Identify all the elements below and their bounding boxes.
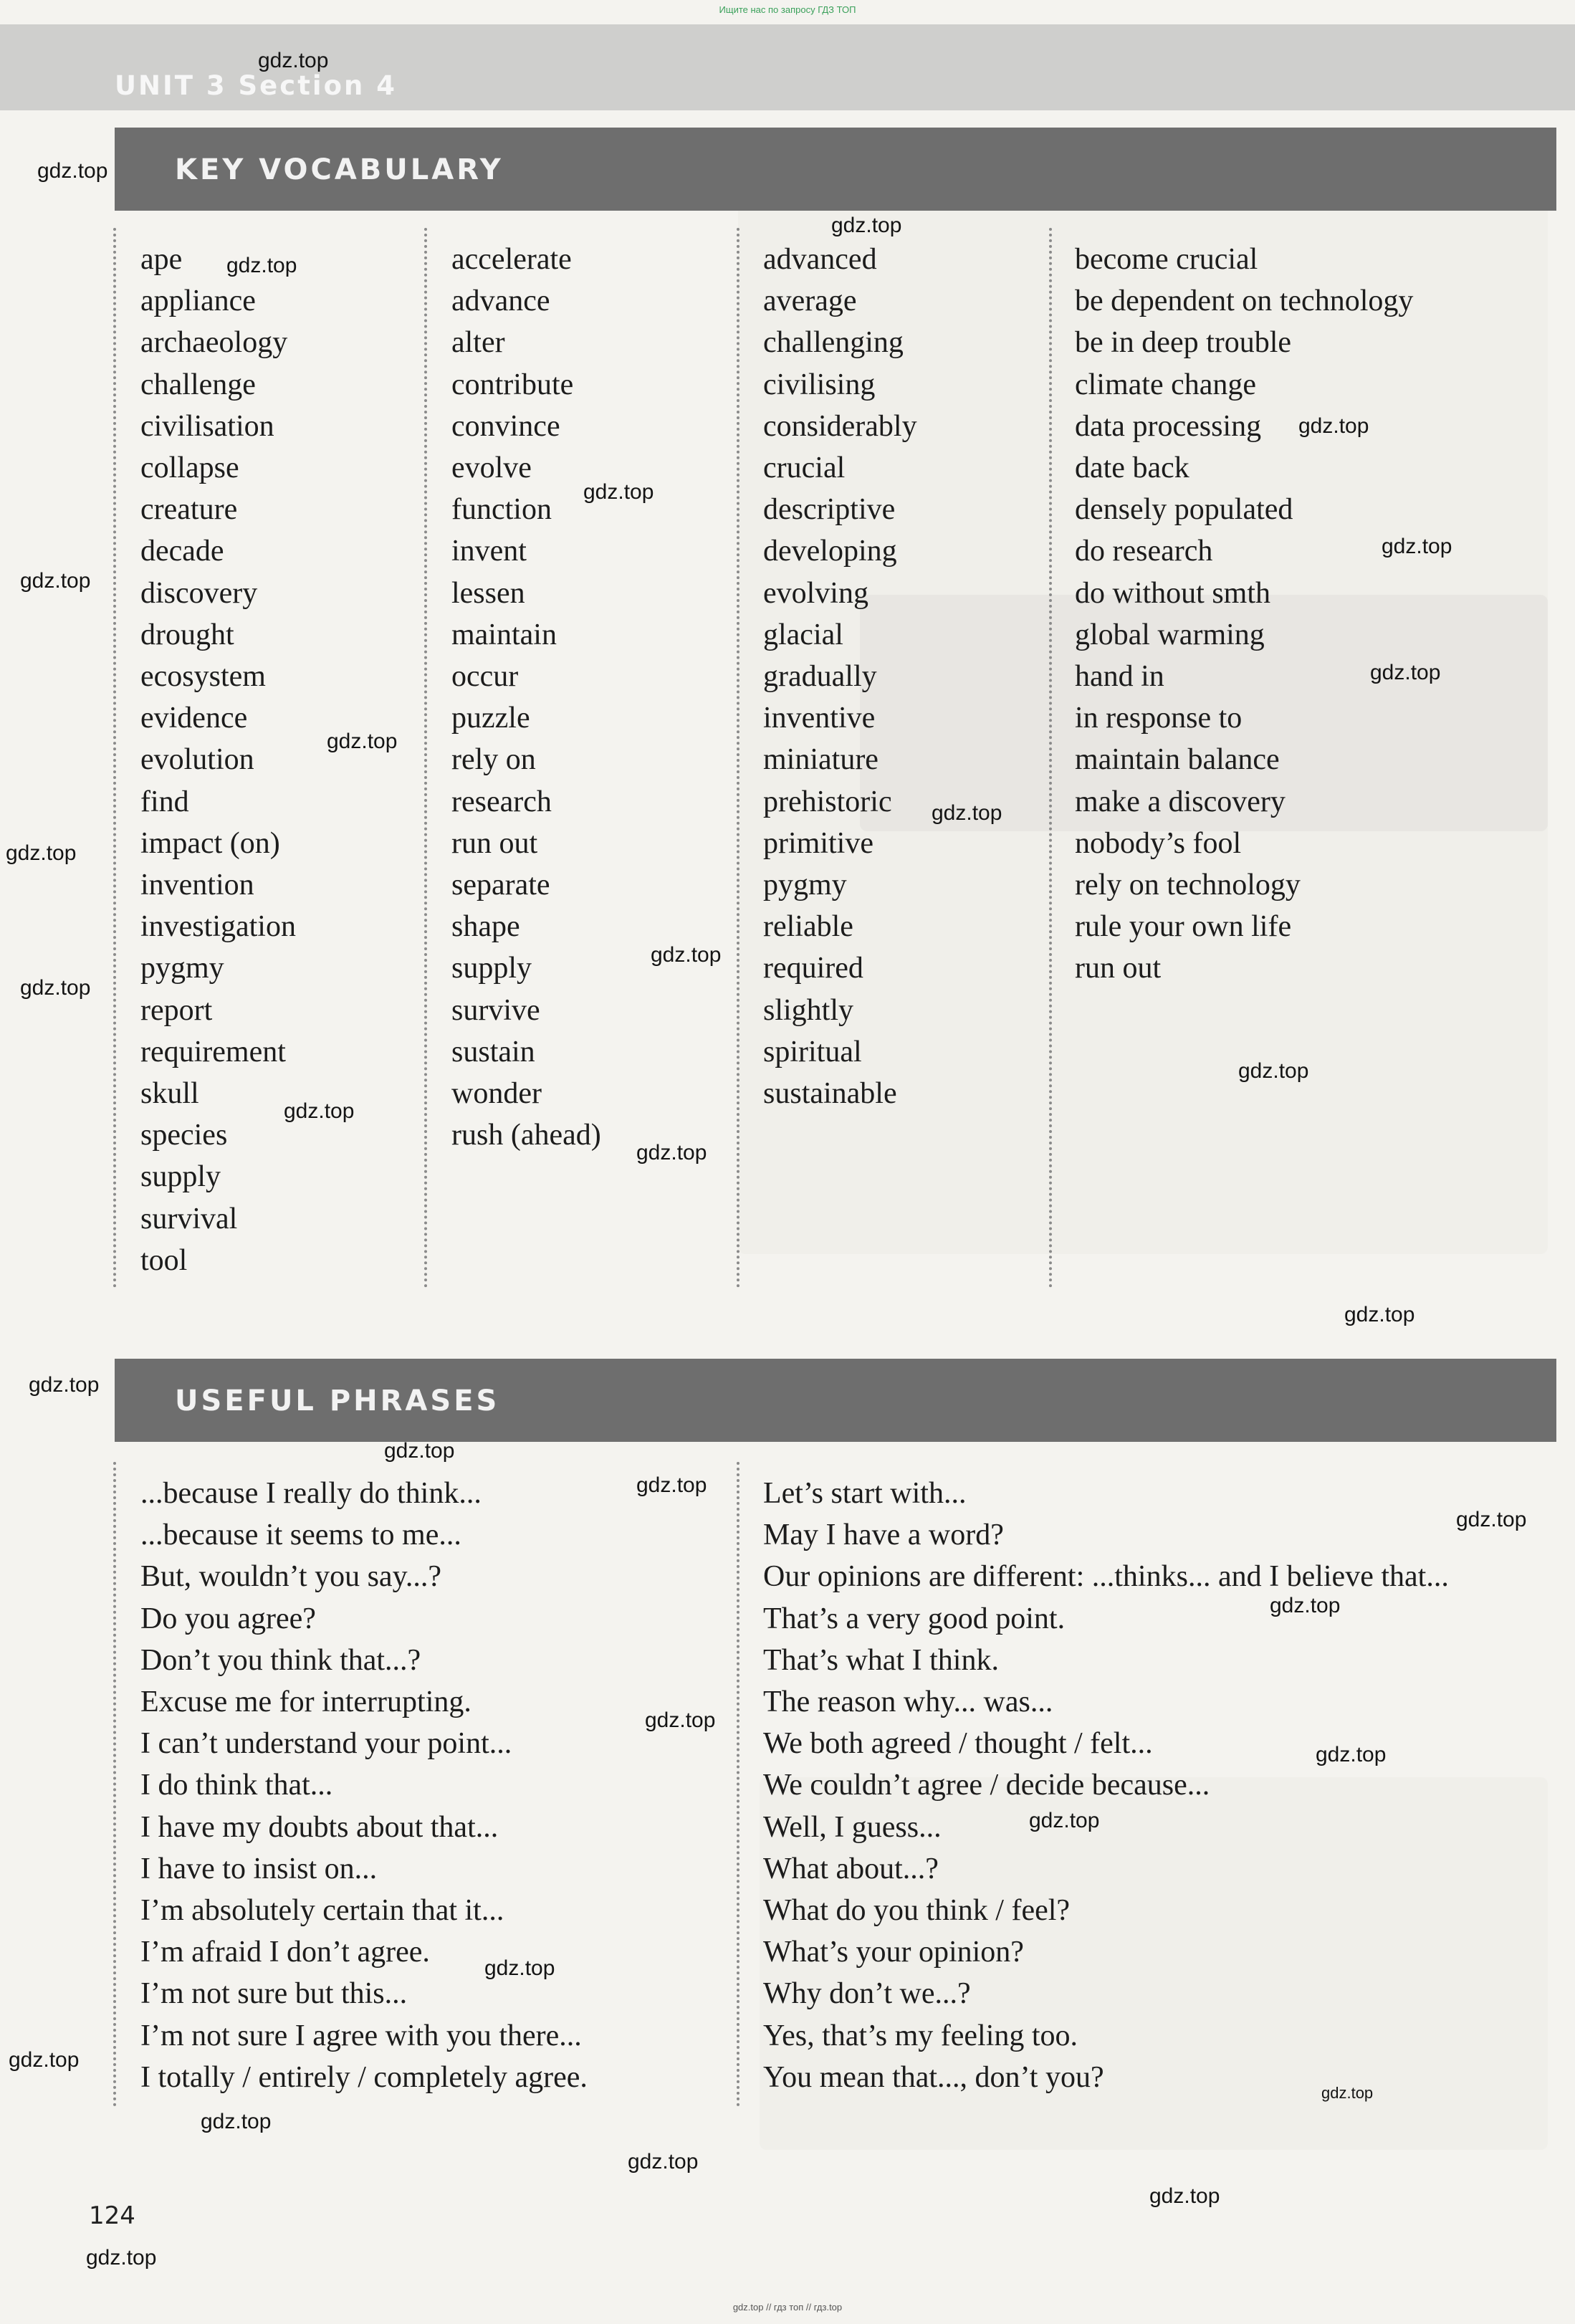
- list-item: Well, I guess...: [763, 1810, 942, 1844]
- watermark: gdz.top: [258, 49, 329, 72]
- list-item: sustain: [451, 1035, 535, 1068]
- list-item: What do you think / feel?: [763, 1894, 1071, 1928]
- key-vocabulary-header: [115, 128, 1556, 211]
- list-item: investigation: [140, 910, 296, 944]
- list-item: Excuse me for interrupting.: [140, 1685, 471, 1719]
- useful-phrases-header: [115, 1359, 1556, 1442]
- watermark: gdz.top: [636, 1473, 707, 1497]
- list-item: advanced: [763, 243, 877, 276]
- list-item: alter: [451, 326, 505, 360]
- list-item: evidence: [140, 702, 248, 735]
- list-item: rule your own life: [1075, 910, 1292, 944]
- watermark: gdz.top: [201, 2110, 272, 2133]
- list-item: become crucial: [1075, 243, 1258, 276]
- watermark: gdz.top: [831, 214, 902, 237]
- watermark: gdz.top: [226, 254, 297, 277]
- useful-phrases-title: USEFUL PHRASES: [175, 1385, 500, 1417]
- list-item: drought: [140, 618, 234, 651]
- watermark: gdz.top: [645, 1708, 716, 1732]
- list-item: appliance: [140, 284, 256, 318]
- watermark: gdz.top: [384, 1439, 455, 1463]
- watermark: gdz.top: [284, 1099, 355, 1123]
- list-item: What about...?: [763, 1852, 939, 1885]
- list-item: developing: [763, 535, 897, 568]
- list-item: glacial: [763, 618, 843, 651]
- list-item: hand in: [1075, 660, 1164, 694]
- bottom-watermark-note: gdz.top // гдз топ // гдз.top: [732, 2302, 843, 2313]
- column-divider: [1049, 228, 1052, 1288]
- list-item: I can’t understand your point...: [140, 1727, 512, 1761]
- list-item: global warming: [1075, 618, 1265, 651]
- list-item: That’s a very good point.: [763, 1602, 1066, 1635]
- vocab-column-verbs: [451, 239, 601, 1156]
- list-item: convince: [451, 409, 560, 443]
- list-item: supply: [451, 952, 532, 985]
- list-item: I’m not sure I agree with you there...: [140, 2019, 582, 2052]
- list-item: skull: [140, 1077, 199, 1111]
- list-item: be dependent on technology: [1075, 284, 1414, 318]
- list-item: spiritual: [763, 1035, 862, 1068]
- watermark: gdz.top: [37, 159, 108, 183]
- list-item: We both agreed / thought / felt...: [763, 1727, 1153, 1761]
- watermark: gdz.top: [1370, 661, 1441, 684]
- list-item: Why don’t we...?: [763, 1977, 971, 2011]
- list-item: occur: [451, 660, 519, 694]
- column-divider: [737, 1462, 739, 2107]
- list-item: shape: [451, 910, 520, 944]
- list-item: evolving: [763, 576, 868, 610]
- watermark: gdz.top: [327, 730, 398, 753]
- list-item: run out: [451, 826, 538, 860]
- list-item: maintain: [451, 618, 557, 651]
- watermark: gdz.top: [20, 569, 91, 593]
- list-item: I do think that...: [140, 1769, 333, 1802]
- list-item: function: [451, 493, 552, 527]
- vocab-column-adjectives: [763, 239, 917, 1114]
- watermark: gdz.top: [651, 943, 722, 967]
- list-item: May I have a word?: [763, 1519, 1004, 1552]
- list-item: run out: [1075, 952, 1162, 985]
- list-item: Yes, that’s my feeling too.: [763, 2019, 1078, 2052]
- watermark: gdz.top: [86, 2246, 157, 2270]
- list-item: evolution: [140, 743, 254, 777]
- list-item: data processing: [1075, 409, 1262, 443]
- watermark: gdz.top: [20, 976, 91, 1000]
- list-item: requirement: [140, 1035, 286, 1068]
- list-item: pygmy: [140, 952, 224, 985]
- list-item: civilising: [763, 368, 876, 401]
- list-item: ...because I really do think...: [140, 1477, 482, 1510]
- list-item: sustainable: [763, 1077, 897, 1111]
- list-item: supply: [140, 1160, 221, 1194]
- phrases-column-right: [763, 1473, 1449, 2098]
- list-item: separate: [451, 869, 550, 902]
- list-item: nobody’s fool: [1075, 826, 1242, 860]
- list-item: You mean that..., don’t you?: [763, 2060, 1104, 2094]
- list-item: climate change: [1075, 368, 1257, 401]
- list-item: accelerate: [451, 243, 572, 276]
- watermark: gdz.top: [1029, 1809, 1100, 1832]
- list-item: I totally / entirely / completely agree.: [140, 2060, 588, 2094]
- list-item: inventive: [763, 702, 876, 735]
- watermark: gdz.top: [636, 1141, 707, 1165]
- list-item: report: [140, 993, 213, 1027]
- watermark: gdz.top: [1456, 1508, 1527, 1531]
- list-item: decade: [140, 535, 224, 568]
- list-item: descriptive: [763, 493, 896, 527]
- watermark: gdz.top: [1316, 1743, 1387, 1766]
- list-item: We couldn’t agree / decide because...: [763, 1769, 1210, 1802]
- list-item: Let’s start with...: [763, 1477, 967, 1510]
- watermark: gdz.top: [9, 2048, 80, 2072]
- list-item: evolve: [451, 451, 532, 485]
- list-item: archaeology: [140, 326, 288, 360]
- watermark: gdz.top: [1344, 1303, 1415, 1326]
- list-item: creature: [140, 493, 238, 527]
- watermark: gdz.top: [1149, 2184, 1220, 2208]
- list-item: tool: [140, 1243, 188, 1277]
- list-item: I have to insist on...: [140, 1852, 378, 1885]
- list-item: rely on technology: [1075, 869, 1301, 902]
- watermark: gdz.top: [1238, 1059, 1309, 1083]
- top-search-note: Ищите нас по запросу ГДЗ ТОП: [719, 4, 856, 15]
- watermark: gdz.top: [628, 2150, 699, 2174]
- list-item: survival: [140, 1202, 238, 1235]
- list-item: pygmy: [763, 869, 847, 902]
- list-item: reliable: [763, 910, 853, 944]
- column-divider: [113, 1462, 116, 2107]
- list-item: ape: [140, 243, 183, 276]
- list-item: slightly: [763, 993, 854, 1027]
- list-item: I’m not sure but this...: [140, 1977, 408, 2011]
- list-item: But, wouldn’t you say...?: [140, 1560, 441, 1594]
- list-item: What’s your opinion?: [763, 1936, 1024, 1969]
- list-item: gradually: [763, 660, 877, 694]
- vocab-column-nouns: [140, 239, 296, 1281]
- list-item: do without smth: [1075, 576, 1271, 610]
- list-item: maintain balance: [1075, 743, 1280, 777]
- list-item: invent: [451, 535, 527, 568]
- list-item: miniature: [763, 743, 879, 777]
- watermark: gdz.top: [1321, 2084, 1374, 2102]
- page-number: 124: [89, 2201, 135, 2230]
- list-item: The reason why... was...: [763, 1685, 1053, 1719]
- list-item: research: [451, 785, 552, 818]
- list-item: Our opinions are different: ...thinks... and I believe that...: [763, 1560, 1449, 1594]
- list-item: survive: [451, 993, 540, 1027]
- list-item: densely populated: [1075, 493, 1293, 527]
- column-divider: [424, 228, 427, 1288]
- list-item: ...because it seems to me...: [140, 1519, 461, 1552]
- vocab-column-phrases: [1075, 239, 1413, 990]
- list-item: I’m absolutely certain that it...: [140, 1894, 504, 1928]
- list-item: contribute: [451, 368, 574, 401]
- list-item: challenge: [140, 368, 256, 401]
- column-divider: [113, 228, 116, 1288]
- list-item: do research: [1075, 535, 1213, 568]
- watermark: gdz.top: [484, 1956, 555, 1980]
- list-item: species: [140, 1119, 228, 1152]
- list-item: civilisation: [140, 409, 274, 443]
- watermark: gdz.top: [1298, 414, 1369, 438]
- list-item: That’s what I think.: [763, 1643, 999, 1677]
- list-item: Don’t you think that...?: [140, 1643, 421, 1677]
- list-item: rush (ahead): [451, 1119, 601, 1152]
- list-item: date back: [1075, 451, 1189, 485]
- list-item: primitive: [763, 826, 873, 860]
- list-item: in response to: [1075, 702, 1243, 735]
- watermark: gdz.top: [6, 841, 77, 865]
- list-item: ecosystem: [140, 660, 266, 694]
- list-item: prehistoric: [763, 785, 892, 818]
- list-item: required: [763, 952, 863, 985]
- list-item: I’m afraid I don’t agree.: [140, 1936, 430, 1969]
- watermark: gdz.top: [583, 480, 654, 504]
- list-item: invention: [140, 869, 254, 902]
- list-item: Do you agree?: [140, 1602, 316, 1635]
- list-item: wonder: [451, 1077, 542, 1111]
- watermark: gdz.top: [1270, 1594, 1341, 1617]
- watermark: gdz.top: [1382, 535, 1452, 558]
- column-divider: [737, 228, 739, 1288]
- list-item: make a discovery: [1075, 785, 1286, 818]
- list-item: impact (on): [140, 826, 280, 860]
- list-item: average: [763, 284, 857, 318]
- list-item: I have my doubts about that...: [140, 1810, 499, 1844]
- list-item: challenging: [763, 326, 904, 360]
- watermark: gdz.top: [29, 1373, 100, 1397]
- list-item: find: [140, 785, 189, 818]
- list-item: advance: [451, 284, 550, 318]
- key-vocabulary-title: KEY VOCABULARY: [175, 153, 504, 186]
- list-item: rely on: [451, 743, 536, 777]
- phrases-column-left: [140, 1473, 588, 2098]
- list-item: be in deep trouble: [1075, 326, 1292, 360]
- unit-section-label: UNIT 3 Section 4: [115, 70, 397, 101]
- list-item: considerably: [763, 409, 917, 443]
- list-item: crucial: [763, 451, 846, 485]
- list-item: discovery: [140, 576, 258, 610]
- list-item: lessen: [451, 576, 525, 610]
- list-item: collapse: [140, 451, 239, 485]
- watermark: gdz.top: [932, 801, 1002, 825]
- list-item: puzzle: [451, 702, 530, 735]
